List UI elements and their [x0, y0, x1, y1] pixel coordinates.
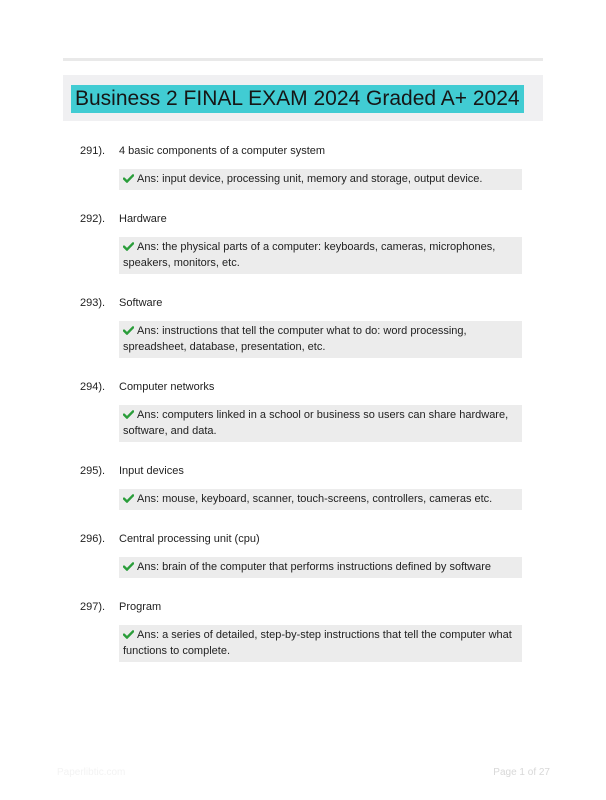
- top-divider: [63, 58, 543, 61]
- answer-text: instructions that tell the computer what to do: word processing, spreadsheet, database, presentation, etc.: [123, 325, 467, 353]
- title-panel: [63, 75, 543, 121]
- answer-box: [119, 237, 522, 274]
- question-number: 293).: [80, 297, 106, 309]
- answer-text: mouse, keyboard, scanner, touch-screens, controllers, cameras etc.: [162, 493, 493, 505]
- answer-prefix: Ans:: [137, 409, 160, 421]
- check-icon: [123, 410, 134, 419]
- qa-item-293: [80, 296, 535, 358]
- answer-text: computers linked in a school or business so users can share hardware, software, and data.: [123, 409, 509, 437]
- question-term: Program: [119, 601, 162, 613]
- answer-box: [119, 321, 522, 358]
- question-list: [80, 144, 535, 684]
- answer-box: [119, 557, 522, 578]
- question-term: Software: [119, 297, 163, 309]
- question-number: 291).: [80, 145, 106, 157]
- check-icon: [123, 630, 134, 639]
- question-number: 292).: [80, 213, 106, 225]
- question-number: 296).: [80, 533, 106, 545]
- question-term: Computer networks: [119, 381, 215, 393]
- qa-item-297: [80, 600, 535, 662]
- answer-prefix: Ans:: [137, 629, 160, 641]
- qa-item-296: [80, 532, 535, 578]
- question-term: Hardware: [119, 213, 167, 225]
- answer-prefix: Ans:: [137, 561, 160, 573]
- qa-item-292: [80, 212, 535, 274]
- answer-text: input device, processing unit, memory and storage, output device.: [162, 173, 483, 185]
- check-icon: [123, 242, 134, 251]
- qa-item-295: [80, 464, 535, 510]
- question-term: Input devices: [119, 465, 184, 477]
- question-number: 294).: [80, 381, 106, 393]
- answer-box: [119, 169, 522, 190]
- answer-prefix: Ans:: [137, 325, 160, 337]
- question-term: 4 basic components of a computer system: [119, 145, 326, 157]
- answer-text: the physical parts of a computer: keyboards, cameras, microphones, speakers, monitors, etc.: [123, 241, 496, 269]
- document-title: Business 2 FINAL EXAM 2024 Graded A+ 2024: [71, 85, 524, 113]
- answer-prefix: Ans:: [137, 493, 160, 505]
- footer-watermark: Paperlibtic.com: [57, 767, 126, 778]
- question-term: Central processing unit (cpu): [119, 533, 260, 545]
- answer-prefix: Ans:: [137, 173, 160, 185]
- qa-item-294: [80, 380, 535, 442]
- qa-item-291: [80, 144, 535, 190]
- answer-text: a series of detailed, step-by-step instructions that tell the computer what functions to complete.: [123, 629, 512, 657]
- check-icon: [123, 326, 134, 335]
- answer-box: [119, 405, 522, 442]
- answer-box: [119, 625, 522, 662]
- check-icon: [123, 174, 134, 183]
- question-number: 297).: [80, 601, 106, 613]
- question-number: 295).: [80, 465, 106, 477]
- answer-prefix: Ans:: [137, 241, 160, 253]
- answer-text: brain of the computer that performs instructions defined by software: [162, 561, 492, 573]
- check-icon: [123, 562, 134, 571]
- check-icon: [123, 494, 134, 503]
- page-indicator: Page 1 of 27: [493, 767, 550, 778]
- answer-box: [119, 489, 522, 510]
